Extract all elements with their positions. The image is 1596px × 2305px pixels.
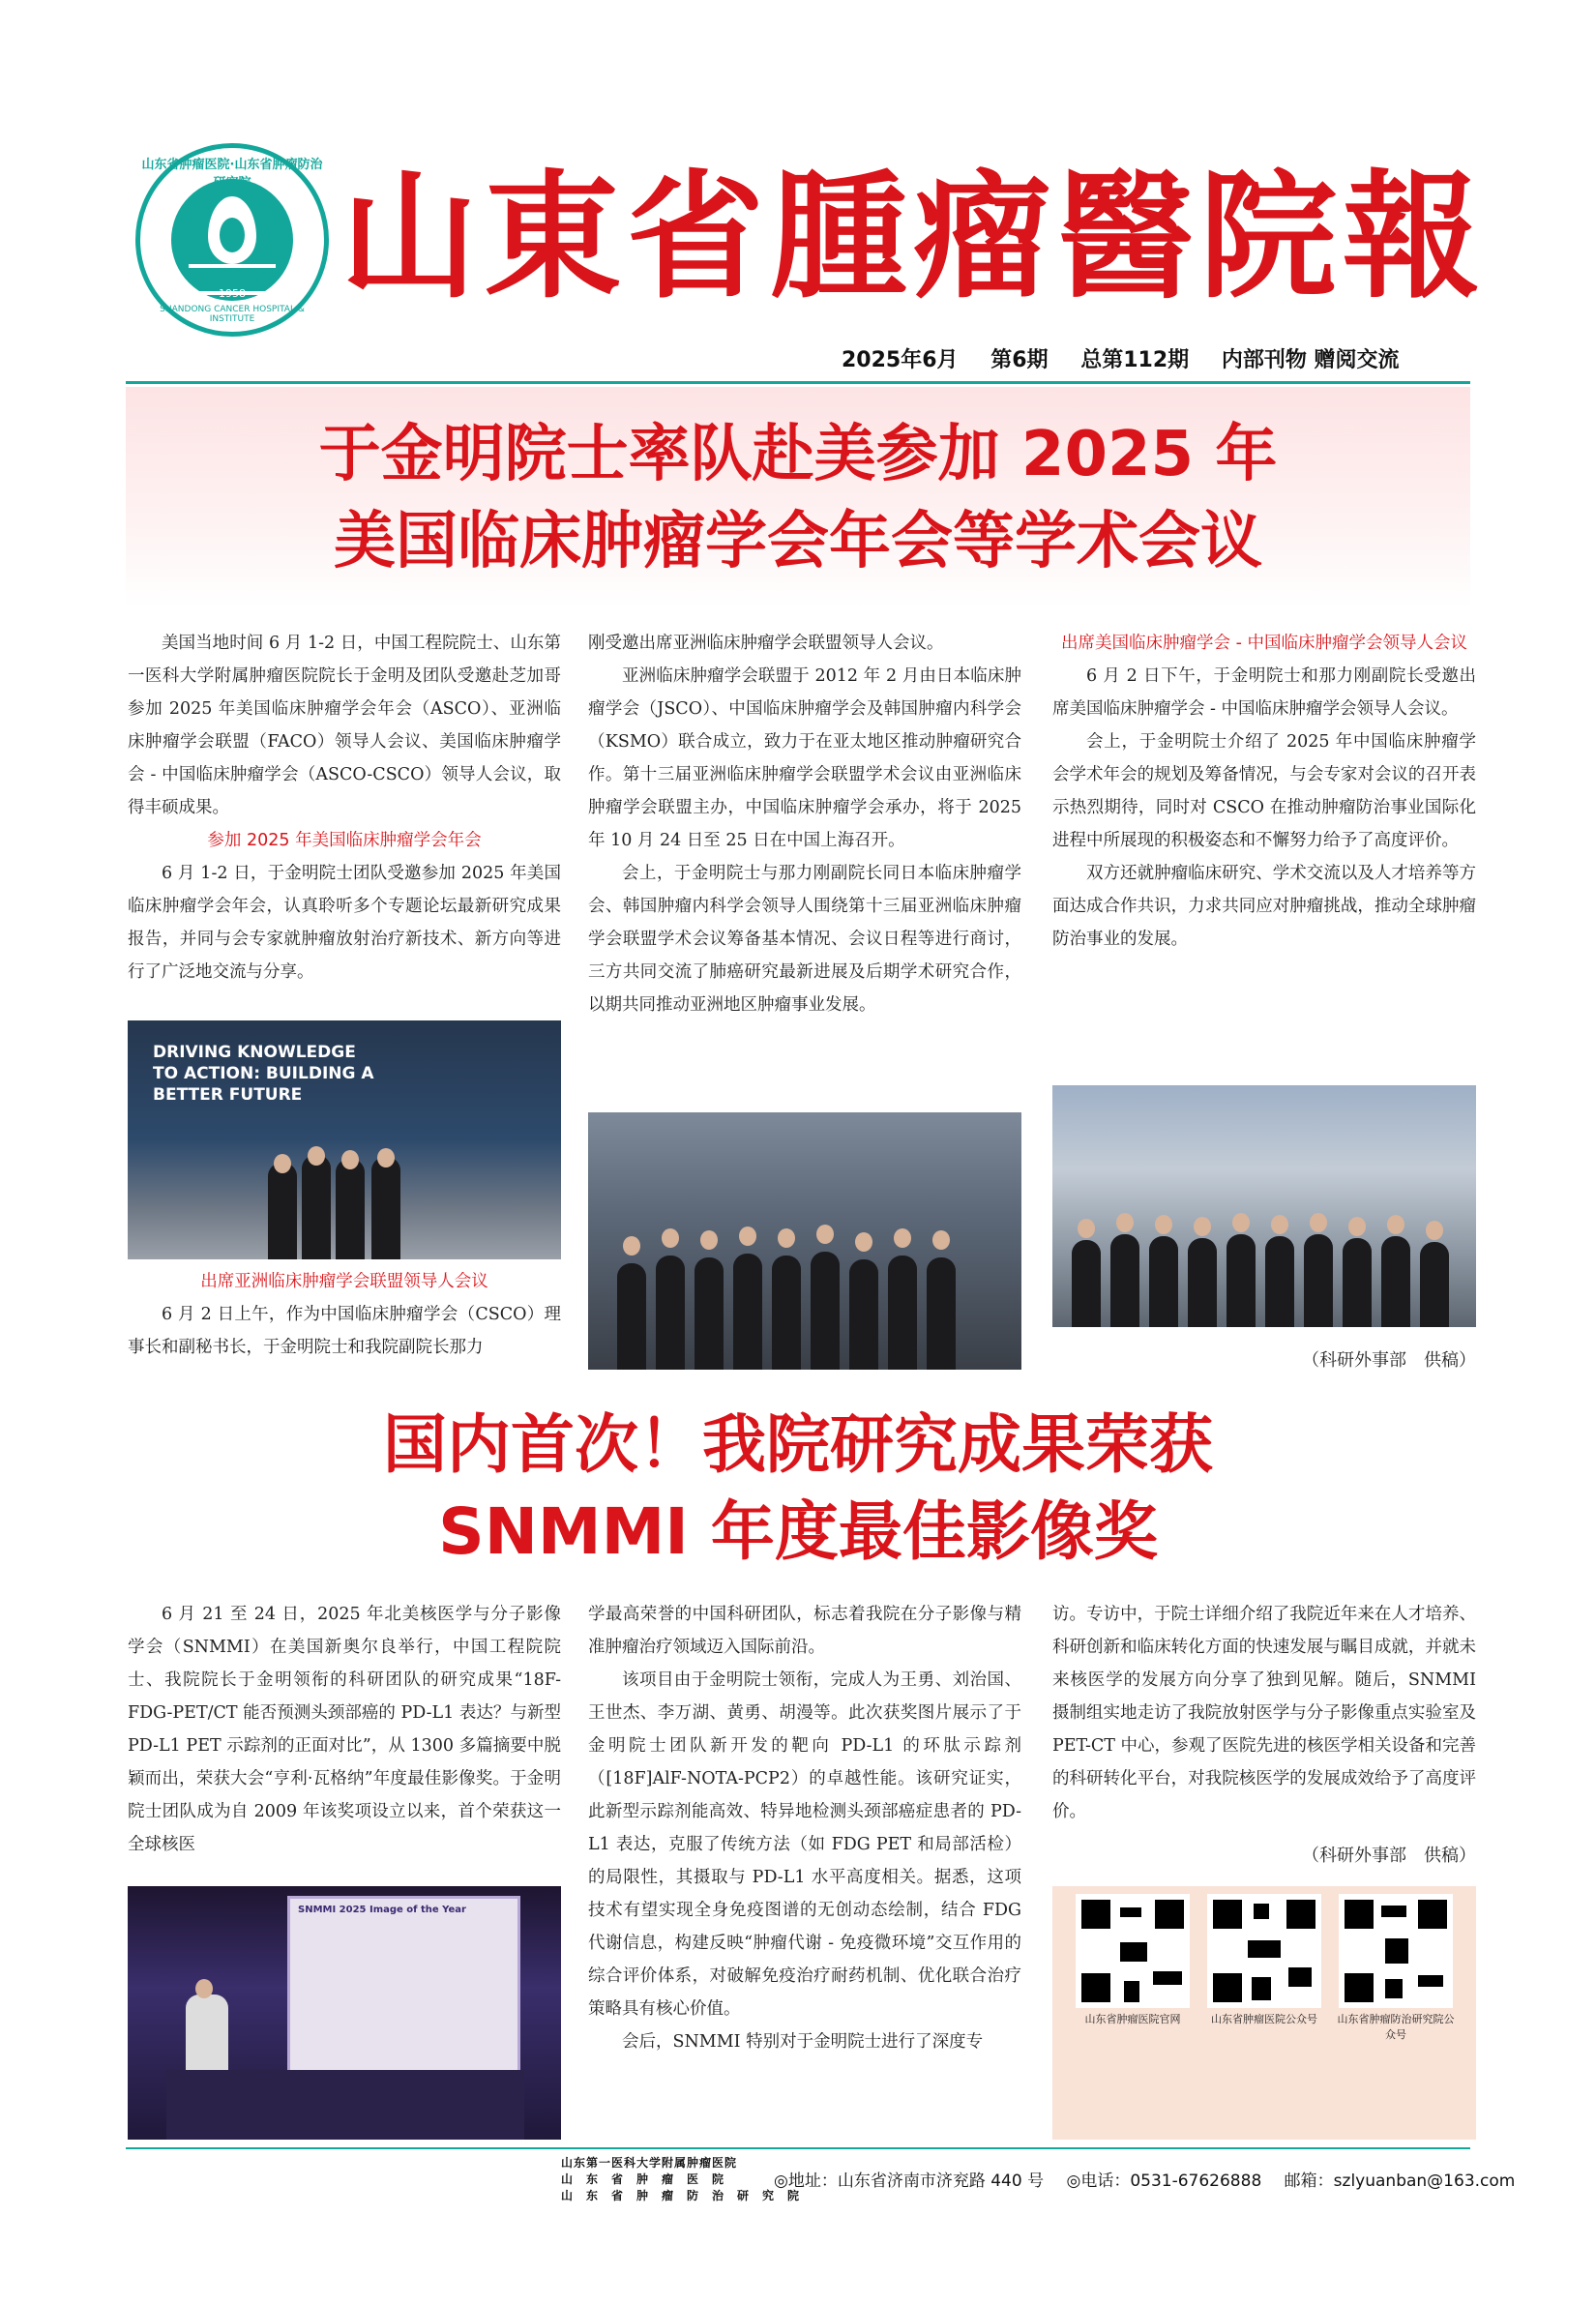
- article1-credit: （科研外事部 供稿）: [1302, 1350, 1476, 1371]
- article1-column-1b: [128, 1265, 561, 1364]
- footer-email: 邮箱：szlyuanban@163.com: [1284, 2172, 1516, 2191]
- logo-emblem: [171, 179, 293, 301]
- paragraph: 学最高荣誉的中国科研团队，标志着我院在分子影像与精准肿瘤治疗领域迈入国际前沿。: [588, 1605, 1021, 1657]
- paragraph: 该项目由于金明院士领衔，完成人为王勇、刘治国、王世杰、李万湖、黄勇、胡漫等。此次获奖图片展示了于金明院士团队新开发的靶向 PD-L1 的环肽示踪剂（[18F]AlF-NOTA-PCP2）的卓越性能。该研究证实，此新型示踪剂能高效、特异地检测头颈部癌症患者的 PD-L1 表达，克服了传统方法（如 FDG PET 和局部活检）的局限性，其摄取与 PD-L1 水平高度相关。据悉，这项技术有望实现全身免疫图谱的无创动态绘制，结合 FDG 代谢信息，构建反映“肿瘤代谢 - 免疫微环境”交互作用的综合评价体系，对破解免疫治疗耐药机制、优化联合治疗策略具有核心价值。: [588, 1670, 1021, 2019]
- bottom-divider: [126, 2147, 1470, 2149]
- qr-code-website[interactable]: [1076, 1894, 1190, 2008]
- qr-code-panel: [1052, 1886, 1476, 2140]
- qr-label-hospital-account: 山东省肿瘤医院公众号: [1211, 2013, 1317, 2025]
- paragraph: 6 月 1-2 日，于金明院士团队受邀参加 2025 年美国临床肿瘤学会年会，认真聆听多个专题论坛最新研究成果报告，并同与会专家就肿瘤放射治疗新技术、新方向等进行了广泛地交流与分享。: [128, 864, 561, 982]
- subheading: 出席美国临床肿瘤学会 - 中国临床肿瘤学会领导人会议: [1061, 634, 1467, 653]
- paragraph: 访。专访中，于院士详细介绍了我院近年来在人才培养、科研创新和临床转化方面的快速发展与瞩目成就，并就未来核医学的发展方向分享了独到见解。随后，SNMMI 摄制组实地走访了我院放射医学与分子影像重点实验室及 PET-CT 中心，参观了医院先进的核医学相关设备和完善的科研转化平台，对我院核医学的发展成效给予了高度评价。: [1052, 1605, 1477, 1821]
- top-divider: [126, 381, 1470, 384]
- footer-phone: ◎电话：0531-67626888: [1066, 2172, 1262, 2191]
- paragraph: 美国当地时间 6 月 1-2 日，中国工程院院士、山东第一医科大学附属肿瘤医院院长于金明及团队受邀赴芝加哥参加 2025 年美国临床肿瘤学会年会（ASCO）、亚洲临床肿瘤学会联盟（FACO）领导人会议、美国临床肿瘤学会 - 中国临床肿瘤学会（ASCO-CSCO）领导人会议，取得丰硕成果。: [128, 634, 561, 817]
- photo-banner-text: DRIVING KNOWLEDGE TO ACTION: BUILDING A BETTER FUTURE: [153, 1043, 374, 1105]
- photo-asco-csco-meeting: [1052, 1085, 1476, 1327]
- footer-contact: [774, 2167, 1532, 2191]
- photo-asco-group: [128, 1020, 561, 1259]
- footer-name: 山 东 省 肿 瘤 医 院: [561, 2172, 725, 2186]
- footer-name: 山东第一医科大学附属肿瘤医院: [561, 2156, 738, 2170]
- logo-ring-text: 山东省肿瘤医院·山东省肿瘤防治: [141, 158, 323, 172]
- paragraph: 刚受邀出席亚洲临床肿瘤学会联盟领导人会议。: [588, 634, 944, 653]
- qr-code-hospital-account[interactable]: [1207, 1894, 1321, 2008]
- article1-column-1: [128, 627, 561, 989]
- photo-faco-meeting: [588, 1112, 1021, 1370]
- paragraph: 双方还就肿瘤临床研究、学术交流以及人才培养等方面达成合作共识，力求共同应对肿瘤挑战，推动全球肿瘤防治事业的发展。: [1052, 864, 1476, 949]
- article1-headline-1: 于金明院士率队赴美参加 2025 年: [318, 419, 1278, 490]
- paragraph: 6 月 2 日上午，作为中国临床肿瘤学会（CSCO）理事长和副秘书长，于金明院士和我院副院长那力: [128, 1305, 561, 1357]
- article1-column-3: [1052, 627, 1476, 956]
- footer-name: 山 东 省 肿 瘤 防 治 研 究 院: [561, 2189, 801, 2202]
- footer-address: ◎地址：山东省济南市济兖路 440 号: [774, 2172, 1045, 2191]
- photo-snmmi-award: [128, 1886, 561, 2140]
- hospital-logo: [135, 143, 329, 337]
- newspaper-title: 山東省腫瘤醫院報: [340, 157, 1486, 317]
- article2-column-2: [588, 1598, 1021, 2058]
- issue-note: 内部刊物 赠阅交流: [1221, 348, 1400, 372]
- footer-institution-names: [561, 2155, 800, 2204]
- paragraph: 会上，于金明院士与那力刚副院长同日本临床肿瘤学会、韩国肿瘤内科学会领导人围绕第十三届亚洲临床肿瘤学会联盟学术会议筹备基本情况、会议日程等进行商讨，三方共同交流了肺癌研究最新进展及后期学术研究合作，以期共同推动亚洲地区肿瘤事业发展。: [588, 864, 1021, 1015]
- qr-label-website: 山东省肿瘤医院官网: [1084, 2013, 1181, 2025]
- qr-label-institute-account: 山东省肿瘤防治研究院公众号: [1337, 2013, 1455, 2041]
- paragraph: 6 月 2 日下午，于金明院士和那力刚副院长受邀出席美国临床肿瘤学会 - 中国临床肿瘤学会领导人会议。: [1052, 666, 1476, 719]
- article2-headline-2: SNMMI 年度最佳影像奖: [438, 1494, 1158, 1569]
- paragraph: 6 月 21 至 24 日，2025 年北美核医学与分子影像学会（SNMMI）在美国新奥尔良举行，中国工程院院士、我院院长于金明领衔的科研团队的研究成果“18F-FDG-PET/CT 能否预测头颈部癌的 PD-L1 表达？与新型 PD-L1 PET 示踪剂的正面对比”，从 1300 多篇摘要中脱颖而出，荣获大会“亨利·瓦格纳”年度最佳影像奖。于金明院士团队成为自 2009 年该奖项设立以来，首个荣获这一全球核医: [128, 1605, 561, 1854]
- presentation-screen: [287, 1896, 520, 2095]
- qr-code-institute-account[interactable]: [1339, 1894, 1453, 2008]
- issue-info: [842, 343, 1480, 372]
- subheading: 参加 2025 年美国临床肿瘤学会年会: [207, 831, 482, 850]
- paragraph: 会后，SNMMI 特别对于金明院士进行了深度专: [622, 2032, 984, 2052]
- logo-year: 1958: [219, 287, 246, 300]
- article2-credit: （科研外事部 供稿）: [1302, 1846, 1476, 1866]
- issue-number: 第6期: [990, 348, 1049, 372]
- article1-headline-2: 美国临床肿瘤学会年会等学术会议: [334, 506, 1262, 577]
- screen-title: SNMMI 2025 Image of the Year: [298, 1905, 466, 1915]
- logo-english: SHANDONG CANCER HOSPITAL & INSTITUTE: [160, 305, 305, 324]
- subheading: 出席亚洲临床肿瘤学会联盟领导人会议: [200, 1272, 488, 1291]
- issue-date: 2025年6月: [842, 348, 959, 372]
- paragraph: 会上，于金明院士介绍了 2025 年中国临床肿瘤学会学术年会的规划及筹备情况，与会专家对会议的召开表示热烈期待，同时对 CSCO 在推动肿瘤防治事业国际化进程中所展现的积极姿态和不懈努力给予了高度评价。: [1052, 732, 1476, 850]
- article1-column-2: [588, 627, 1021, 1021]
- paragraph: 亚洲临床肿瘤学会联盟于 2012 年 2 月由日本临床肿瘤学会（JSCO）、中国临床肿瘤学会及韩国肿瘤内科学会（KSMO）联合成立，致力于在亚太地区推动肿瘤研究合作。第十三届亚洲临床肿瘤学会联盟学术会议由亚洲临床肿瘤学会联盟主办，中国临床肿瘤学会承办，将于 2025 年 10 月 24 日至 25 日在中国上海召开。: [588, 666, 1021, 850]
- article2-headline-1: 国内首次！我院研究成果荣获: [383, 1407, 1213, 1482]
- issue-total: 总第112期: [1080, 348, 1190, 372]
- article2-column-3: [1052, 1598, 1476, 1828]
- article2-column-1: [128, 1598, 561, 1861]
